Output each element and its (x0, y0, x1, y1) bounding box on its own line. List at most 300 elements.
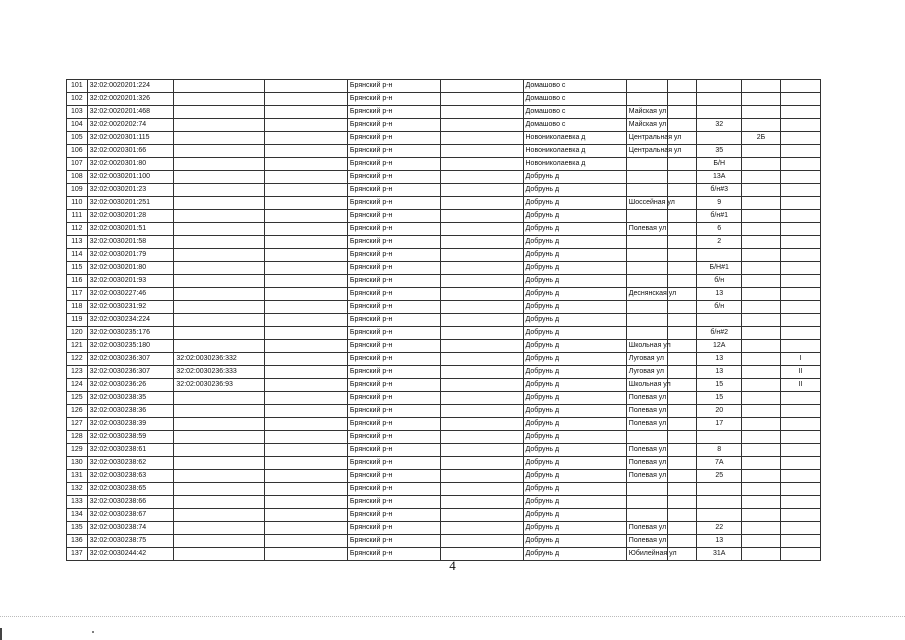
row-number-cell: 132 (67, 483, 88, 496)
house-number-cell: 13 (697, 535, 742, 548)
empty-cell (668, 431, 697, 444)
row-number-cell: 127 (67, 418, 88, 431)
cadastral-number-cell: 32:02:0030201:23 (87, 184, 174, 197)
related-cadastral-number-cell (174, 171, 265, 184)
street-cell (626, 483, 667, 496)
premises-number-cell (780, 470, 820, 483)
related-cadastral-number-cell (174, 327, 265, 340)
locality-cell: Добрунь д (523, 262, 626, 275)
street-cell (626, 496, 667, 509)
table-row (67, 93, 821, 106)
row-number-cell: 133 (67, 496, 88, 509)
row-number-cell: 118 (67, 301, 88, 314)
building-number-cell (742, 457, 780, 470)
table-row (67, 236, 821, 249)
table-row (67, 223, 821, 236)
empty-cell (440, 171, 523, 184)
building-number-cell (742, 197, 780, 210)
empty-cell (668, 535, 697, 548)
empty-cell (440, 106, 523, 119)
empty-cell (265, 275, 348, 288)
premises-number-cell (780, 119, 820, 132)
district-cell: Брянский р-н (347, 405, 440, 418)
premises-number-cell (780, 535, 820, 548)
empty-cell (668, 340, 697, 353)
house-number-cell: 13 (697, 353, 742, 366)
row-number-cell: 110 (67, 197, 88, 210)
row-number-cell: 109 (67, 184, 88, 197)
house-number-cell: 31А (697, 548, 742, 561)
cadastral-number-cell: 32:02:0030238:75 (87, 535, 174, 548)
district-cell: Брянский р-н (347, 418, 440, 431)
table-row (67, 509, 821, 522)
locality-cell: Добрунь д (523, 353, 626, 366)
building-number-cell (742, 158, 780, 171)
house-number-cell: б/н#3 (697, 184, 742, 197)
street-cell: Центральная ул (626, 132, 667, 145)
related-cadastral-number-cell (174, 223, 265, 236)
premises-number-cell: II (780, 366, 820, 379)
premises-number-cell (780, 223, 820, 236)
empty-cell (668, 470, 697, 483)
district-cell: Брянский р-н (347, 93, 440, 106)
district-cell: Брянский р-н (347, 444, 440, 457)
house-number-cell: б/н#2 (697, 327, 742, 340)
street-cell (626, 93, 667, 106)
cadastral-number-cell: 32:02:0030238:65 (87, 483, 174, 496)
related-cadastral-number-cell (174, 483, 265, 496)
table-row (67, 288, 821, 301)
row-number-cell: 107 (67, 158, 88, 171)
table-row (67, 210, 821, 223)
related-cadastral-number-cell (174, 262, 265, 275)
building-number-cell (742, 145, 780, 158)
table-row (67, 379, 821, 392)
building-number-cell (742, 405, 780, 418)
district-cell: Брянский р-н (347, 288, 440, 301)
empty-cell (265, 301, 348, 314)
row-number-cell: 135 (67, 522, 88, 535)
street-cell: Полевая ул (626, 405, 667, 418)
locality-cell: Добрунь д (523, 522, 626, 535)
district-cell: Брянский р-н (347, 301, 440, 314)
house-number-cell: 25 (697, 470, 742, 483)
street-cell (626, 171, 667, 184)
row-number-cell: 101 (67, 80, 88, 93)
house-number-cell: 13 (697, 366, 742, 379)
district-cell: Брянский р-н (347, 509, 440, 522)
district-cell: Брянский р-н (347, 366, 440, 379)
cadastral-number-cell: 32:02:0030238:74 (87, 522, 174, 535)
cadastral-number-cell: 32:02:0030244:42 (87, 548, 174, 561)
street-cell (626, 327, 667, 340)
empty-cell (265, 535, 348, 548)
premises-number-cell (780, 431, 820, 444)
locality-cell: Новониколаевка д (523, 158, 626, 171)
cadastral-number-cell: 32:02:0030201:58 (87, 236, 174, 249)
locality-cell: Домашово с (523, 80, 626, 93)
row-number-cell: 115 (67, 262, 88, 275)
house-number-cell: 2 (697, 236, 742, 249)
empty-cell (440, 314, 523, 327)
street-cell: Школьная ул (626, 340, 667, 353)
street-cell (626, 301, 667, 314)
table-row (67, 249, 821, 262)
district-cell: Брянский р-н (347, 496, 440, 509)
cadastral-number-cell: 32:02:0030238:63 (87, 470, 174, 483)
table-row (67, 184, 821, 197)
empty-cell (440, 327, 523, 340)
building-number-cell (742, 470, 780, 483)
row-number-cell: 136 (67, 535, 88, 548)
locality-cell: Новониколаевка д (523, 145, 626, 158)
building-number-cell (742, 509, 780, 522)
related-cadastral-number-cell (174, 184, 265, 197)
registry-table-container (66, 79, 821, 561)
locality-cell: Добрунь д (523, 444, 626, 457)
district-cell: Брянский р-н (347, 314, 440, 327)
empty-cell (668, 366, 697, 379)
cadastral-number-cell: 32:02:0030201:93 (87, 275, 174, 288)
premises-number-cell (780, 249, 820, 262)
related-cadastral-number-cell (174, 496, 265, 509)
related-cadastral-number-cell (174, 288, 265, 301)
empty-cell (265, 288, 348, 301)
table-row (67, 262, 821, 275)
empty-cell (440, 223, 523, 236)
related-cadastral-number-cell (174, 210, 265, 223)
table-row (67, 106, 821, 119)
street-cell (626, 210, 667, 223)
table-row (67, 197, 821, 210)
premises-number-cell (780, 106, 820, 119)
district-cell: Брянский р-н (347, 431, 440, 444)
premises-number-cell (780, 418, 820, 431)
house-number-cell (697, 80, 742, 93)
cadastral-number-cell: 32:02:0020201:468 (87, 106, 174, 119)
house-number-cell: 8 (697, 444, 742, 457)
locality-cell: Добрунь д (523, 288, 626, 301)
related-cadastral-number-cell (174, 509, 265, 522)
premises-number-cell (780, 80, 820, 93)
locality-cell: Добрунь д (523, 223, 626, 236)
locality-cell: Добрунь д (523, 509, 626, 522)
related-cadastral-number-cell (174, 275, 265, 288)
row-number-cell: 126 (67, 405, 88, 418)
locality-cell: Добрунь д (523, 470, 626, 483)
related-cadastral-number-cell (174, 522, 265, 535)
premises-number-cell (780, 522, 820, 535)
row-number-cell: 106 (67, 145, 88, 158)
table-row (67, 132, 821, 145)
related-cadastral-number-cell (174, 80, 265, 93)
related-cadastral-number-cell (174, 470, 265, 483)
district-cell: Брянский р-н (347, 184, 440, 197)
row-number-cell: 122 (67, 353, 88, 366)
row-number-cell: 125 (67, 392, 88, 405)
district-cell: Брянский р-н (347, 548, 440, 561)
cadastral-number-cell: 32:02:0020301:115 (87, 132, 174, 145)
building-number-cell (742, 496, 780, 509)
district-cell: Брянский р-н (347, 262, 440, 275)
empty-cell (265, 184, 348, 197)
empty-cell (668, 457, 697, 470)
premises-number-cell (780, 236, 820, 249)
locality-cell: Добрунь д (523, 314, 626, 327)
row-number-cell: 117 (67, 288, 88, 301)
premises-number-cell (780, 509, 820, 522)
premises-number-cell (780, 288, 820, 301)
empty-cell (265, 483, 348, 496)
house-number-cell: 22 (697, 522, 742, 535)
empty-cell (440, 444, 523, 457)
empty-cell (265, 431, 348, 444)
empty-cell (440, 405, 523, 418)
locality-cell: Домашово с (523, 119, 626, 132)
related-cadastral-number-cell (174, 249, 265, 262)
row-number-cell: 119 (67, 314, 88, 327)
empty-cell (440, 470, 523, 483)
cadastral-number-cell: 32:02:0030238:35 (87, 392, 174, 405)
empty-cell (265, 418, 348, 431)
empty-cell (440, 340, 523, 353)
house-number-cell: Б/Н#1 (697, 262, 742, 275)
house-number-cell: б/н#1 (697, 210, 742, 223)
district-cell: Брянский р-н (347, 483, 440, 496)
empty-cell (440, 392, 523, 405)
table-row (67, 457, 821, 470)
empty-cell (668, 353, 697, 366)
premises-number-cell (780, 210, 820, 223)
empty-cell (440, 353, 523, 366)
house-number-cell: 32 (697, 119, 742, 132)
row-number-cell: 113 (67, 236, 88, 249)
row-number-cell: 130 (67, 457, 88, 470)
related-cadastral-number-cell (174, 457, 265, 470)
empty-cell (440, 288, 523, 301)
locality-cell: Добрунь д (523, 366, 626, 379)
building-number-cell (742, 210, 780, 223)
locality-cell: Добрунь д (523, 210, 626, 223)
locality-cell: Добрунь д (523, 392, 626, 405)
empty-cell (265, 158, 348, 171)
row-number-cell: 129 (67, 444, 88, 457)
empty-cell (440, 418, 523, 431)
building-number-cell (742, 366, 780, 379)
building-number-cell (742, 535, 780, 548)
premises-number-cell (780, 158, 820, 171)
district-cell: Брянский р-н (347, 210, 440, 223)
house-number-cell: 9 (697, 197, 742, 210)
empty-cell (265, 366, 348, 379)
empty-cell (440, 509, 523, 522)
row-number-cell: 104 (67, 119, 88, 132)
scan-dot (92, 631, 94, 633)
cadastral-number-cell: 32:02:0030236:26 (87, 379, 174, 392)
empty-cell (668, 210, 697, 223)
street-cell (626, 236, 667, 249)
locality-cell: Добрунь д (523, 496, 626, 509)
empty-cell (668, 301, 697, 314)
related-cadastral-number-cell (174, 158, 265, 171)
empty-cell (440, 457, 523, 470)
empty-cell (668, 483, 697, 496)
building-number-cell (742, 288, 780, 301)
empty-cell (265, 509, 348, 522)
empty-cell (265, 223, 348, 236)
building-number-cell (742, 314, 780, 327)
empty-cell (265, 145, 348, 158)
house-number-cell: 12А (697, 340, 742, 353)
empty-cell (265, 93, 348, 106)
building-number-cell (742, 80, 780, 93)
street-cell (626, 249, 667, 262)
street-cell: Шоссейная ул (626, 197, 667, 210)
street-cell (626, 275, 667, 288)
building-number-cell (742, 418, 780, 431)
table-row (67, 340, 821, 353)
empty-cell (668, 223, 697, 236)
locality-cell: Добрунь д (523, 236, 626, 249)
related-cadastral-number-cell (174, 197, 265, 210)
street-cell: Полевая ул (626, 223, 667, 236)
district-cell: Брянский р-н (347, 132, 440, 145)
empty-cell (668, 496, 697, 509)
empty-cell (668, 392, 697, 405)
table-row (67, 353, 821, 366)
cadastral-number-cell: 32:02:0030238:67 (87, 509, 174, 522)
empty-cell (265, 444, 348, 457)
table-row (67, 444, 821, 457)
empty-cell (440, 93, 523, 106)
empty-cell (265, 210, 348, 223)
locality-cell: Добрунь д (523, 184, 626, 197)
premises-number-cell (780, 301, 820, 314)
empty-cell (668, 236, 697, 249)
locality-cell: Добрунь д (523, 340, 626, 353)
cadastral-number-cell: 32:02:0020301:80 (87, 158, 174, 171)
locality-cell: Добрунь д (523, 418, 626, 431)
premises-number-cell: II (780, 379, 820, 392)
empty-cell (440, 301, 523, 314)
empty-cell (265, 353, 348, 366)
table-row (67, 119, 821, 132)
row-number-cell: 121 (67, 340, 88, 353)
house-number-cell: 13 (697, 288, 742, 301)
cadastral-number-cell: 32:02:0020201:326 (87, 93, 174, 106)
empty-cell (440, 522, 523, 535)
district-cell: Брянский р-н (347, 236, 440, 249)
empty-cell (440, 535, 523, 548)
house-number-cell: 15 (697, 379, 742, 392)
building-number-cell (742, 392, 780, 405)
table-row (67, 392, 821, 405)
premises-number-cell (780, 405, 820, 418)
related-cadastral-number-cell (174, 340, 265, 353)
table-row (67, 522, 821, 535)
building-number-cell (742, 327, 780, 340)
empty-cell (265, 119, 348, 132)
house-number-cell: 20 (697, 405, 742, 418)
district-cell: Брянский р-н (347, 119, 440, 132)
table-row (67, 158, 821, 171)
cadastral-number-cell: 32:02:0020201:224 (87, 80, 174, 93)
empty-cell (440, 197, 523, 210)
house-number-cell: б/н (697, 301, 742, 314)
table-row (67, 171, 821, 184)
house-number-cell (697, 496, 742, 509)
district-cell: Брянский р-н (347, 158, 440, 171)
cadastral-number-cell: 32:02:0030236:307 (87, 366, 174, 379)
locality-cell: Добрунь д (523, 548, 626, 561)
empty-cell (265, 457, 348, 470)
building-number-cell (742, 431, 780, 444)
row-number-cell: 134 (67, 509, 88, 522)
cadastral-number-cell: 32:02:0030227:46 (87, 288, 174, 301)
empty-cell (668, 249, 697, 262)
empty-cell (265, 392, 348, 405)
cadastral-number-cell: 32:02:0030235:180 (87, 340, 174, 353)
street-cell: Майская ул (626, 119, 667, 132)
empty-cell (668, 314, 697, 327)
empty-cell (668, 405, 697, 418)
street-cell (626, 80, 667, 93)
row-number-cell: 103 (67, 106, 88, 119)
district-cell: Брянский р-н (347, 392, 440, 405)
premises-number-cell (780, 340, 820, 353)
empty-cell (668, 119, 697, 132)
empty-cell (440, 262, 523, 275)
empty-cell (668, 158, 697, 171)
locality-cell: Добрунь д (523, 197, 626, 210)
premises-number-cell (780, 392, 820, 405)
empty-cell (265, 106, 348, 119)
table-row (67, 535, 821, 548)
premises-number-cell (780, 145, 820, 158)
street-cell: Юбилейная ул (626, 548, 667, 561)
row-number-cell: 114 (67, 249, 88, 262)
building-number-cell (742, 171, 780, 184)
house-number-cell (697, 431, 742, 444)
locality-cell: Новониколаевка д (523, 132, 626, 145)
empty-cell (668, 379, 697, 392)
street-cell: Полевая ул (626, 457, 667, 470)
empty-cell (440, 184, 523, 197)
locality-cell: Добрунь д (523, 405, 626, 418)
district-cell: Брянский р-н (347, 353, 440, 366)
empty-cell (668, 275, 697, 288)
scan-margin-mark (0, 628, 2, 640)
row-number-cell: 120 (67, 327, 88, 340)
building-number-cell (742, 340, 780, 353)
house-number-cell: 6 (697, 223, 742, 236)
row-number-cell: 137 (67, 548, 88, 561)
district-cell: Брянский р-н (347, 249, 440, 262)
district-cell: Брянский р-н (347, 340, 440, 353)
related-cadastral-number-cell (174, 405, 265, 418)
street-cell: Полевая ул (626, 444, 667, 457)
related-cadastral-number-cell (174, 119, 265, 132)
cadastral-number-cell: 32:02:0030201:51 (87, 223, 174, 236)
empty-cell (668, 509, 697, 522)
row-number-cell: 116 (67, 275, 88, 288)
street-cell: Луговая ул (626, 366, 667, 379)
empty-cell (265, 379, 348, 392)
empty-cell (440, 483, 523, 496)
empty-cell (668, 184, 697, 197)
empty-cell (668, 93, 697, 106)
empty-cell (440, 236, 523, 249)
